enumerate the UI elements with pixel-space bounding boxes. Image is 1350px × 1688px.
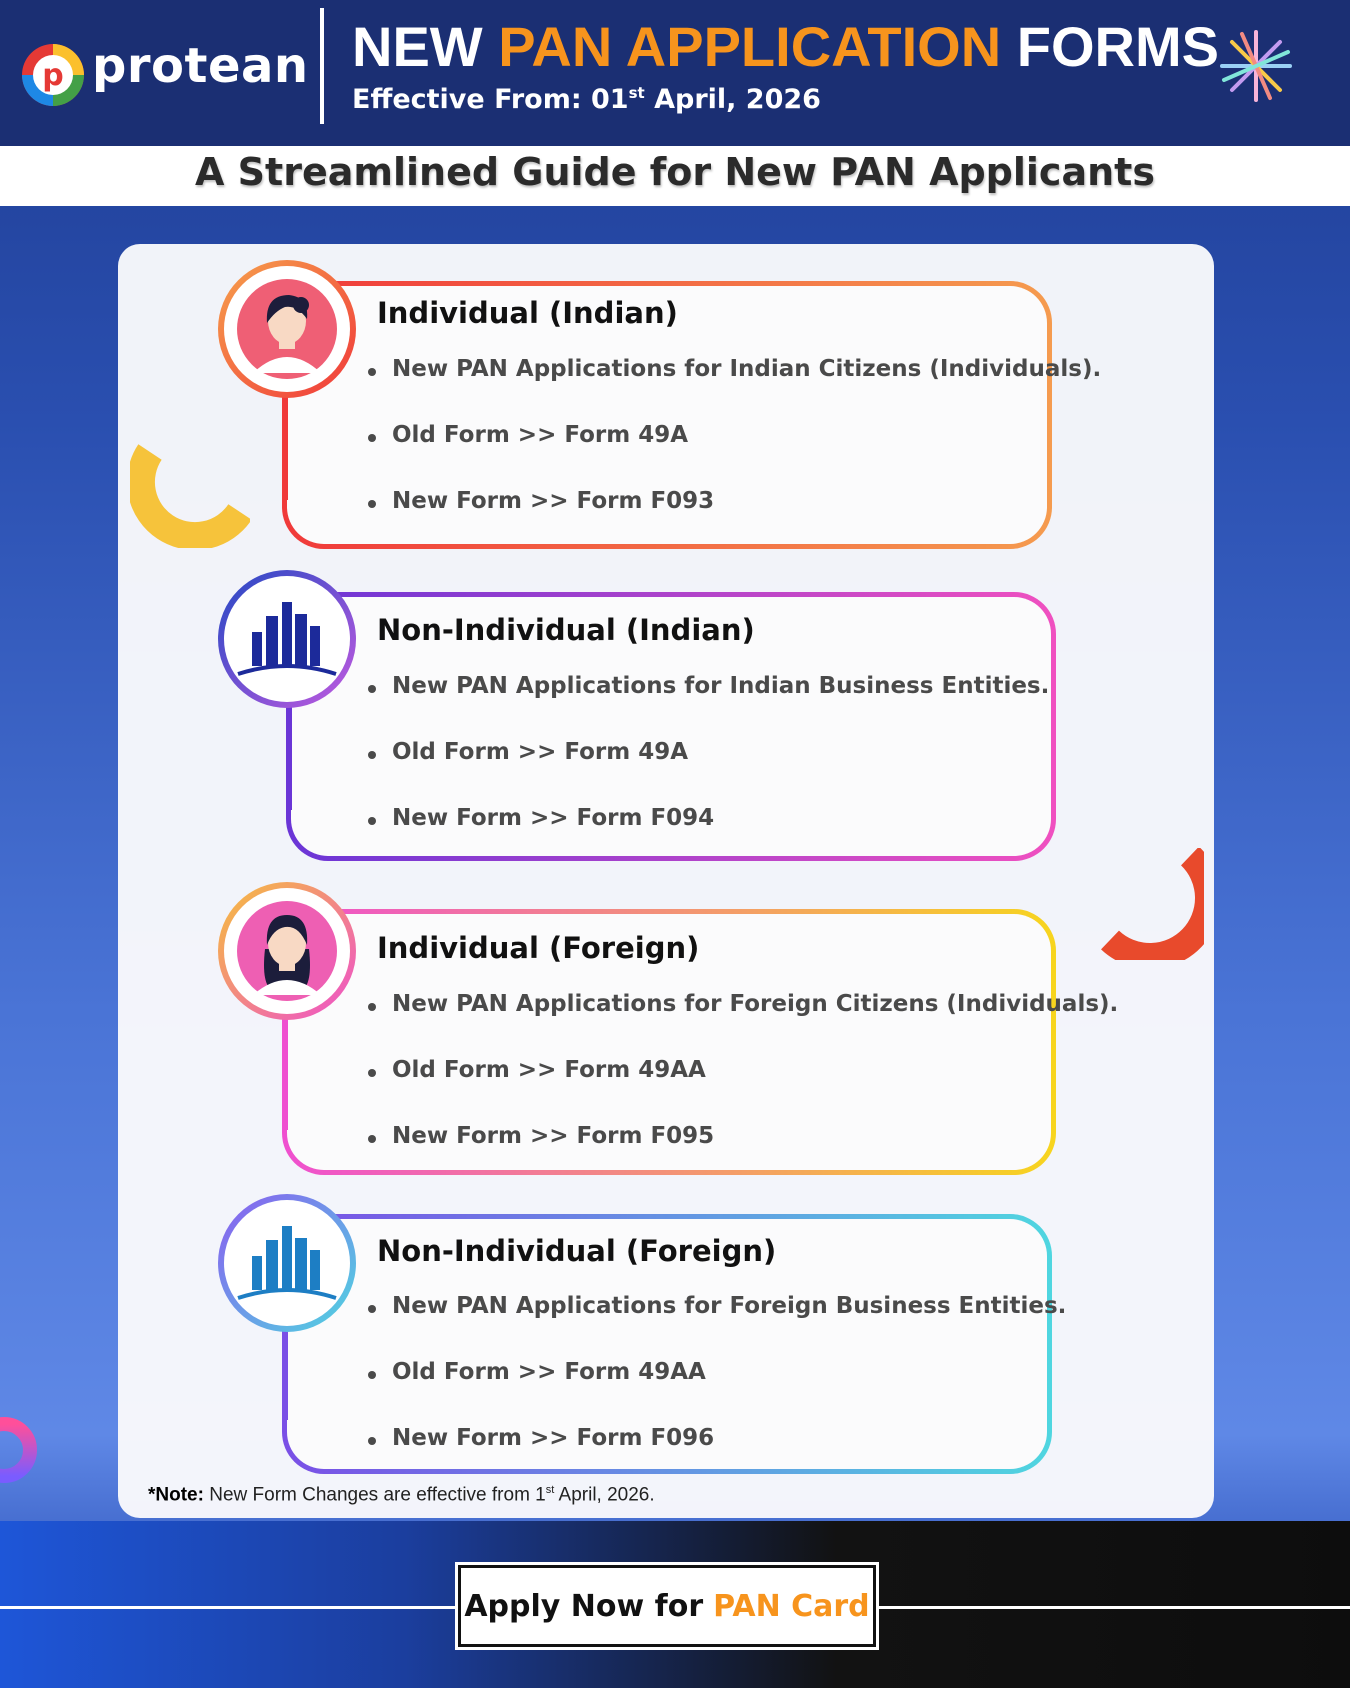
sparkle-icon bbox=[1218, 28, 1294, 104]
note-sup: st bbox=[545, 1484, 555, 1496]
list-item: Old Form >> Form 49AA bbox=[366, 1057, 1118, 1123]
list-item: New Form >> Form F093 bbox=[366, 488, 1101, 554]
cta-highlight: PAN Card bbox=[713, 1588, 870, 1624]
title-part-2: FORMS bbox=[1016, 15, 1219, 78]
list-item: New PAN Applications for Indian Citizens (Individuals). bbox=[366, 356, 1101, 422]
title-part-1: NEW bbox=[352, 15, 483, 78]
list-item: New PAN Applications for Indian Business Entities. bbox=[366, 673, 1049, 739]
yellow-arc-decoration bbox=[130, 440, 250, 548]
avatar bbox=[224, 888, 350, 1014]
list-item: Old Form >> Form 49A bbox=[366, 422, 1101, 488]
footnote bbox=[148, 1484, 655, 1506]
avatar bbox=[224, 266, 350, 392]
subtitle: A Streamlined Guide for New PAN Applicants bbox=[195, 150, 1155, 194]
effective-date bbox=[352, 84, 821, 115]
item-bullet-list bbox=[366, 1293, 1066, 1491]
effective-sup: st bbox=[628, 84, 645, 102]
svg-text:p: p bbox=[42, 58, 64, 93]
avatar bbox=[224, 1200, 350, 1326]
brand-name: protean bbox=[92, 38, 309, 94]
list-item: Old Form >> Form 49A bbox=[366, 739, 1049, 805]
list-item: Old Form >> Form 49AA bbox=[366, 1359, 1066, 1425]
apply-now-button[interactable] bbox=[458, 1565, 876, 1647]
note-text-prefix: New Form Changes are effective from 1 bbox=[203, 1484, 546, 1506]
item-bullet-list bbox=[366, 991, 1118, 1189]
list-item: New PAN Applications for Foreign Citizens (Individuals). bbox=[366, 991, 1118, 1057]
note-label: *Note: bbox=[148, 1484, 204, 1506]
item-bullet-list bbox=[366, 673, 1049, 871]
page-title bbox=[352, 14, 1219, 79]
protean-logo-icon bbox=[20, 42, 86, 108]
avatar bbox=[224, 576, 350, 702]
item-title: Non-Individual (Indian) bbox=[377, 613, 755, 647]
title-highlight: PAN APPLICATION bbox=[498, 15, 1002, 78]
list-item: New PAN Applications for Foreign Business Entities. bbox=[366, 1293, 1066, 1359]
buildings-icon bbox=[232, 1218, 342, 1308]
list-item: New Form >> Form F095 bbox=[366, 1123, 1118, 1189]
item-bullet-list bbox=[366, 356, 1101, 554]
cta-prefix: Apply Now for bbox=[464, 1588, 704, 1624]
header-divider bbox=[320, 8, 324, 124]
person-icon bbox=[235, 899, 339, 1003]
avatar-ring bbox=[218, 882, 356, 1020]
note-text-suffix: April, 2026. bbox=[554, 1484, 655, 1506]
item-title: Individual (Indian) bbox=[377, 296, 678, 330]
avatar-ring bbox=[218, 260, 356, 398]
effective-suffix: April, 2026 bbox=[644, 84, 821, 115]
buildings-icon bbox=[232, 594, 342, 684]
item-title: Individual (Foreign) bbox=[377, 931, 700, 965]
effective-prefix: Effective From: 01 bbox=[352, 84, 629, 115]
avatar-ring bbox=[218, 1194, 356, 1332]
avatar-ring bbox=[218, 570, 356, 708]
list-item: New Form >> Form F094 bbox=[366, 805, 1049, 871]
red-arc-decoration bbox=[1100, 848, 1204, 960]
gradient-ring-decoration bbox=[0, 1412, 42, 1488]
list-item: New Form >> Form F096 bbox=[366, 1425, 1066, 1491]
person-icon bbox=[235, 277, 339, 381]
item-title: Non-Individual (Foreign) bbox=[377, 1234, 777, 1268]
